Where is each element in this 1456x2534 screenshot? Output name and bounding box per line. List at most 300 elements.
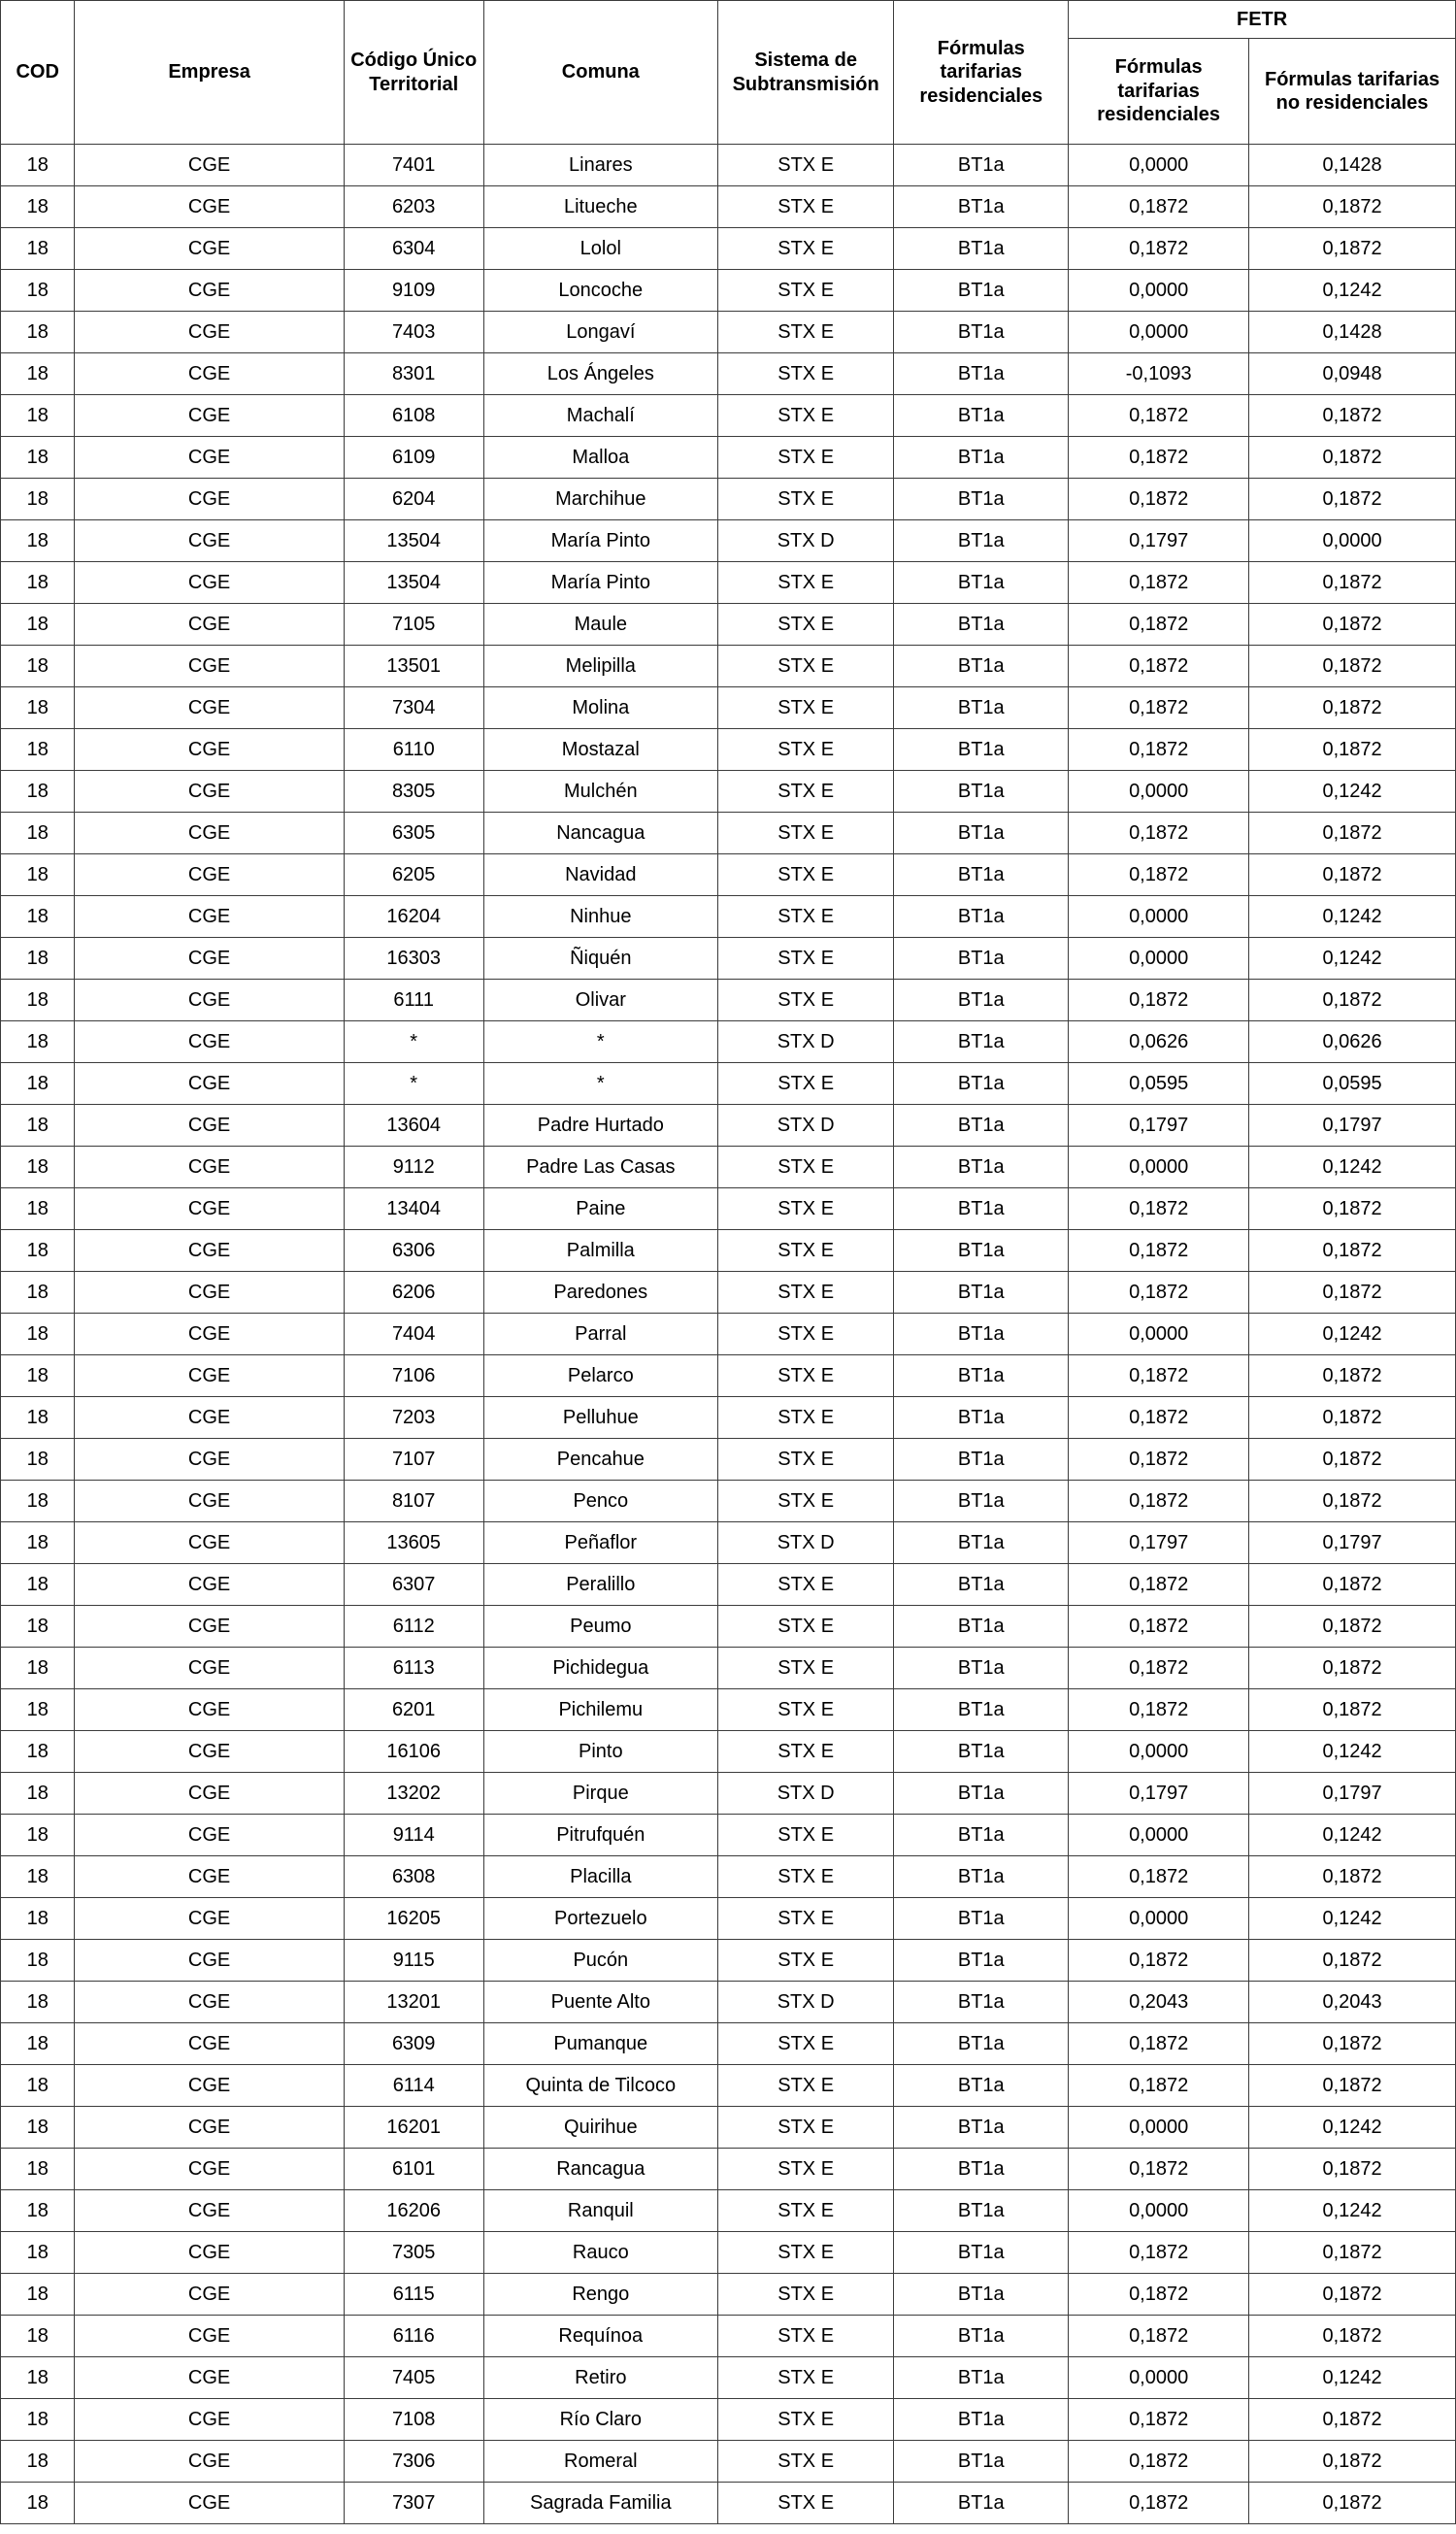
table-cell: CGE xyxy=(75,186,344,228)
table-cell: 6101 xyxy=(344,2149,483,2190)
table-cell: 0,1242 xyxy=(1249,938,1456,980)
table-cell: 6204 xyxy=(344,479,483,520)
table-cell: 18 xyxy=(1,145,75,186)
table-cell: Machalí xyxy=(483,395,717,437)
table-cell: STX E xyxy=(717,604,893,646)
table-cell: * xyxy=(344,1021,483,1063)
table-cell: STX E xyxy=(717,1397,893,1439)
table-cell: 18 xyxy=(1,1021,75,1063)
table-cell: Río Claro xyxy=(483,2399,717,2441)
table-row xyxy=(1,2483,1456,2524)
table-cell: STX E xyxy=(717,1564,893,1606)
table-cell: 0,1797 xyxy=(1249,1773,1456,1815)
table-cell: 0,1872 xyxy=(1069,1355,1249,1397)
table-cell: 0,1872 xyxy=(1069,186,1249,228)
table-cell: STX D xyxy=(717,520,893,562)
table-cell: Linares xyxy=(483,145,717,186)
table-cell: 7401 xyxy=(344,145,483,186)
table-cell: 18 xyxy=(1,1147,75,1188)
table-cell: 18 xyxy=(1,1272,75,1314)
table-cell: BT1a xyxy=(894,2232,1069,2274)
table-cell: 6109 xyxy=(344,437,483,479)
table-cell: 18 xyxy=(1,312,75,353)
table-cell: STX E xyxy=(717,437,893,479)
table-row xyxy=(1,896,1456,938)
table-row xyxy=(1,145,1456,186)
table-cell: STX E xyxy=(717,353,893,395)
table-cell: * xyxy=(344,1063,483,1105)
table-cell: Litueche xyxy=(483,186,717,228)
table-header xyxy=(1,1,1456,145)
table-cell: 0,1242 xyxy=(1249,771,1456,813)
table-cell: BT1a xyxy=(894,1773,1069,1815)
table-cell: CGE xyxy=(75,938,344,980)
table-cell: BT1a xyxy=(894,1606,1069,1648)
table-row xyxy=(1,312,1456,353)
table-cell: STX E xyxy=(717,2232,893,2274)
table-cell: 18 xyxy=(1,2441,75,2483)
table-cell: STX E xyxy=(717,2316,893,2357)
table-cell: 18 xyxy=(1,186,75,228)
table-cell: 18 xyxy=(1,1606,75,1648)
table-cell: 18 xyxy=(1,980,75,1021)
table-cell: 18 xyxy=(1,687,75,729)
table-cell: 7108 xyxy=(344,2399,483,2441)
table-cell: BT1a xyxy=(894,2149,1069,2190)
table-cell: CGE xyxy=(75,2023,344,2065)
table-cell: 0,1872 xyxy=(1249,479,1456,520)
table-cell: Paine xyxy=(483,1188,717,1230)
table-row xyxy=(1,2274,1456,2316)
table-cell: 0,0595 xyxy=(1249,1063,1456,1105)
table-cell: Quinta de Tilcoco xyxy=(483,2065,717,2107)
table-cell: BT1a xyxy=(894,228,1069,270)
table-cell: STX D xyxy=(717,1773,893,1815)
table-cell: BT1a xyxy=(894,1982,1069,2023)
header-formulas-tarifarias-residenciales: Fórmulas tarifarias residenciales xyxy=(894,1,1069,145)
table-cell: BT1a xyxy=(894,1314,1069,1355)
table-cell: 0,0626 xyxy=(1249,1021,1456,1063)
table-cell: 0,1872 xyxy=(1069,1564,1249,1606)
table-cell: BT1a xyxy=(894,395,1069,437)
table-cell: 0,2043 xyxy=(1249,1982,1456,2023)
table-cell: STX E xyxy=(717,854,893,896)
table-cell: 18 xyxy=(1,1773,75,1815)
table-cell: 6305 xyxy=(344,813,483,854)
table-cell: 18 xyxy=(1,938,75,980)
table-row xyxy=(1,646,1456,687)
table-cell: CGE xyxy=(75,1230,344,1272)
table-cell: Pelarco xyxy=(483,1355,717,1397)
table-cell: 0,1872 xyxy=(1249,2483,1456,2524)
table-cell: 0,1872 xyxy=(1249,2232,1456,2274)
table-cell: CGE xyxy=(75,1314,344,1355)
table-cell: Ñiquén xyxy=(483,938,717,980)
table-cell: 0,1797 xyxy=(1249,1105,1456,1147)
table-cell: BT1a xyxy=(894,2483,1069,2524)
table-row xyxy=(1,2357,1456,2399)
table-cell: STX E xyxy=(717,2357,893,2399)
table-cell: 0,1242 xyxy=(1249,2190,1456,2232)
table-cell: CGE xyxy=(75,1731,344,1773)
table-cell: Requínoa xyxy=(483,2316,717,2357)
table-cell: 6108 xyxy=(344,395,483,437)
table-cell: 0,0000 xyxy=(1069,896,1249,938)
table-cell: CGE xyxy=(75,2190,344,2232)
table-cell: Olivar xyxy=(483,980,717,1021)
table-cell: 18 xyxy=(1,1689,75,1731)
table-cell: Pitrufquén xyxy=(483,1815,717,1856)
table-cell: BT1a xyxy=(894,145,1069,186)
table-cell: CGE xyxy=(75,1021,344,1063)
table-cell: 0,1428 xyxy=(1249,312,1456,353)
table-row xyxy=(1,437,1456,479)
table-row xyxy=(1,1272,1456,1314)
table-cell: 6113 xyxy=(344,1648,483,1689)
table-cell: BT1a xyxy=(894,2023,1069,2065)
table-cell: 18 xyxy=(1,1522,75,1564)
table-cell: Palmilla xyxy=(483,1230,717,1272)
table-cell: 0,1872 xyxy=(1249,2316,1456,2357)
table-row xyxy=(1,1188,1456,1230)
table-cell: 18 xyxy=(1,2232,75,2274)
table-cell: Pirque xyxy=(483,1773,717,1815)
table-cell: 0,1872 xyxy=(1249,228,1456,270)
table-cell: 6201 xyxy=(344,1689,483,1731)
table-cell: STX E xyxy=(717,1272,893,1314)
table-cell: BT1a xyxy=(894,2316,1069,2357)
table-cell: Portezuelo xyxy=(483,1898,717,1940)
table-cell: 0,1872 xyxy=(1069,2441,1249,2483)
table-cell: STX E xyxy=(717,938,893,980)
table-row xyxy=(1,854,1456,896)
table-row xyxy=(1,1397,1456,1439)
table-row xyxy=(1,395,1456,437)
table-cell: Pichilemu xyxy=(483,1689,717,1731)
table-cell: 6205 xyxy=(344,854,483,896)
table-cell: CGE xyxy=(75,353,344,395)
table-cell: 6308 xyxy=(344,1856,483,1898)
table-cell: 0,1872 xyxy=(1069,1397,1249,1439)
table-row xyxy=(1,687,1456,729)
table-row xyxy=(1,479,1456,520)
table-cell: BT1a xyxy=(894,1021,1069,1063)
table-cell: STX E xyxy=(717,1355,893,1397)
table-cell: 8107 xyxy=(344,1481,483,1522)
table-cell: 0,1872 xyxy=(1069,2274,1249,2316)
table-cell: -0,1093 xyxy=(1069,353,1249,395)
table-row xyxy=(1,2107,1456,2149)
table-cell: 16106 xyxy=(344,1731,483,1773)
table-cell: BT1a xyxy=(894,2274,1069,2316)
table-cell: CGE xyxy=(75,1982,344,2023)
table-cell: Navidad xyxy=(483,854,717,896)
table-cell: BT1a xyxy=(894,353,1069,395)
table-cell: BT1a xyxy=(894,646,1069,687)
table-cell: CGE xyxy=(75,2316,344,2357)
table-cell: 6112 xyxy=(344,1606,483,1648)
table-cell: 0,1242 xyxy=(1249,1147,1456,1188)
table-cell: 7106 xyxy=(344,1355,483,1397)
table-cell: CGE xyxy=(75,2399,344,2441)
table-cell: STX E xyxy=(717,1314,893,1355)
table-cell: Retiro xyxy=(483,2357,717,2399)
table-cell: Melipilla xyxy=(483,646,717,687)
table-cell: 0,1872 xyxy=(1069,2065,1249,2107)
table-cell: 0,1872 xyxy=(1069,687,1249,729)
header-group-row xyxy=(1,1,1456,39)
table-cell: CGE xyxy=(75,1689,344,1731)
table-cell: 18 xyxy=(1,1314,75,1355)
table-row xyxy=(1,980,1456,1021)
table-cell: CGE xyxy=(75,1940,344,1982)
table-cell: 0,1797 xyxy=(1069,1773,1249,1815)
table-cell: 0,1872 xyxy=(1069,604,1249,646)
table-cell: Paredones xyxy=(483,1272,717,1314)
table-cell: STX E xyxy=(717,228,893,270)
table-row xyxy=(1,228,1456,270)
table-cell: BT1a xyxy=(894,1856,1069,1898)
table-cell: 18 xyxy=(1,1731,75,1773)
table-cell: Quirihue xyxy=(483,2107,717,2149)
table-cell: BT1a xyxy=(894,1898,1069,1940)
table-cell: 0,1797 xyxy=(1069,520,1249,562)
table-cell: 0,1242 xyxy=(1249,1314,1456,1355)
table-row xyxy=(1,1856,1456,1898)
table-cell: 18 xyxy=(1,2065,75,2107)
table-cell: BT1a xyxy=(894,1147,1069,1188)
table-cell: CGE xyxy=(75,2441,344,2483)
table-cell: Lolol xyxy=(483,228,717,270)
table-cell: 0,0626 xyxy=(1069,1021,1249,1063)
table-cell: BT1a xyxy=(894,186,1069,228)
table-cell: 18 xyxy=(1,1982,75,2023)
table-cell: STX E xyxy=(717,2065,893,2107)
table-row xyxy=(1,1898,1456,1940)
table-cell: STX E xyxy=(717,1188,893,1230)
table-row xyxy=(1,1773,1456,1815)
table-cell: 0,1242 xyxy=(1249,2107,1456,2149)
table-cell: 18 xyxy=(1,395,75,437)
table-cell: Rengo xyxy=(483,2274,717,2316)
table-cell: Marchihue xyxy=(483,479,717,520)
table-cell: Puente Alto xyxy=(483,1982,717,2023)
table-cell: CGE xyxy=(75,2232,344,2274)
table-cell: BT1a xyxy=(894,1648,1069,1689)
table-cell: 6206 xyxy=(344,1272,483,1314)
table-row xyxy=(1,2232,1456,2274)
table-cell: 18 xyxy=(1,479,75,520)
table-cell: Placilla xyxy=(483,1856,717,1898)
table-row xyxy=(1,813,1456,854)
table-cell: STX E xyxy=(717,2107,893,2149)
table-cell: 0,0000 xyxy=(1069,270,1249,312)
table-cell: Peumo xyxy=(483,1606,717,1648)
table-cell: Ninhue xyxy=(483,896,717,938)
table-cell: 0,0000 xyxy=(1069,1731,1249,1773)
table-cell: 0,1872 xyxy=(1069,1689,1249,1731)
table-cell: 0,1872 xyxy=(1069,813,1249,854)
table-cell: CGE xyxy=(75,479,344,520)
table-row xyxy=(1,2065,1456,2107)
table-cell: 0,1872 xyxy=(1069,1940,1249,1982)
table-cell: STX E xyxy=(717,896,893,938)
table-row xyxy=(1,1105,1456,1147)
table-cell: STX E xyxy=(717,687,893,729)
table-row xyxy=(1,270,1456,312)
table-cell: STX E xyxy=(717,2190,893,2232)
table-cell: BT1a xyxy=(894,1522,1069,1564)
table-row xyxy=(1,1481,1456,1522)
table-row xyxy=(1,353,1456,395)
table-cell: BT1a xyxy=(894,1564,1069,1606)
table-cell: Longaví xyxy=(483,312,717,353)
table-cell: 0,1872 xyxy=(1249,2399,1456,2441)
table-cell: 0,1428 xyxy=(1249,145,1456,186)
table-cell: 18 xyxy=(1,2149,75,2190)
table-cell: CGE xyxy=(75,1272,344,1314)
table-cell: 9114 xyxy=(344,1815,483,1856)
table-row xyxy=(1,2023,1456,2065)
table-cell: 0,1872 xyxy=(1069,1648,1249,1689)
table-cell: STX D xyxy=(717,1522,893,1564)
table-cell: Molina xyxy=(483,687,717,729)
header-fetr-no-residenciales: Fórmulas tarifarias no residenciales xyxy=(1249,39,1456,145)
table-cell: Peñaflor xyxy=(483,1522,717,1564)
table-cell: BT1a xyxy=(894,980,1069,1021)
table-row xyxy=(1,186,1456,228)
table-cell: Mostazal xyxy=(483,729,717,771)
table-cell: Sagrada Familia xyxy=(483,2483,717,2524)
table-cell: 0,1242 xyxy=(1249,1815,1456,1856)
table-cell: STX E xyxy=(717,186,893,228)
table-cell: BT1a xyxy=(894,479,1069,520)
table-cell: STX D xyxy=(717,1105,893,1147)
table-row xyxy=(1,1940,1456,1982)
table-cell: CGE xyxy=(75,2065,344,2107)
table-cell: BT1a xyxy=(894,2065,1069,2107)
table-cell: BT1a xyxy=(894,854,1069,896)
table-cell: BT1a xyxy=(894,896,1069,938)
table-cell: 0,1872 xyxy=(1249,729,1456,771)
table-cell: 18 xyxy=(1,520,75,562)
table-cell: CGE xyxy=(75,1773,344,1815)
table-cell: 0,1242 xyxy=(1249,2357,1456,2399)
table-cell: 0,0000 xyxy=(1069,2357,1249,2399)
table-cell: Ranquil xyxy=(483,2190,717,2232)
table-cell: 18 xyxy=(1,1397,75,1439)
table-row xyxy=(1,1648,1456,1689)
table-cell: 6304 xyxy=(344,228,483,270)
table-cell: CGE xyxy=(75,1856,344,1898)
table-cell: 0,1872 xyxy=(1069,729,1249,771)
table-cell: 0,1872 xyxy=(1249,1397,1456,1439)
table-cell: STX E xyxy=(717,1063,893,1105)
table-cell: BT1a xyxy=(894,2190,1069,2232)
header-comuna: Comuna xyxy=(483,1,717,145)
table-cell: Pichidegua xyxy=(483,1648,717,1689)
table-cell: 0,1872 xyxy=(1249,687,1456,729)
header-fetr-residenciales: Fórmulas tarifarias residenciales xyxy=(1069,39,1249,145)
table-cell: 0,1872 xyxy=(1069,562,1249,604)
table-row xyxy=(1,520,1456,562)
table-cell: CGE xyxy=(75,2149,344,2190)
table-cell: 6306 xyxy=(344,1230,483,1272)
table-cell: CGE xyxy=(75,228,344,270)
table-cell: 7203 xyxy=(344,1397,483,1439)
table-cell: 0,0000 xyxy=(1069,312,1249,353)
table-cell: STX E xyxy=(717,1481,893,1522)
table-cell: 13404 xyxy=(344,1188,483,1230)
table-cell: 0,1872 xyxy=(1249,1940,1456,1982)
table-row xyxy=(1,1564,1456,1606)
table-cell: CGE xyxy=(75,729,344,771)
table-cell: María Pinto xyxy=(483,562,717,604)
table-cell: 0,1242 xyxy=(1249,896,1456,938)
table-cell: 18 xyxy=(1,2316,75,2357)
table-cell: CGE xyxy=(75,896,344,938)
table-cell: 18 xyxy=(1,2357,75,2399)
table-cell: 18 xyxy=(1,353,75,395)
table-cell: 18 xyxy=(1,562,75,604)
table-cell: 9109 xyxy=(344,270,483,312)
table-cell: 0,1242 xyxy=(1249,1898,1456,1940)
table-cell: BT1a xyxy=(894,604,1069,646)
table-cell: 7405 xyxy=(344,2357,483,2399)
table-cell: Penco xyxy=(483,1481,717,1522)
table-cell: 0,0000 xyxy=(1069,1898,1249,1940)
table-cell: Padre Las Casas xyxy=(483,1147,717,1188)
table-cell: 9115 xyxy=(344,1940,483,1982)
table-cell: BT1a xyxy=(894,1940,1069,1982)
table-cell: 0,1872 xyxy=(1069,646,1249,687)
table-cell: 16303 xyxy=(344,938,483,980)
table-cell: STX E xyxy=(717,729,893,771)
table-cell: 6203 xyxy=(344,186,483,228)
table-cell: 9112 xyxy=(344,1147,483,1188)
table-cell: STX E xyxy=(717,2483,893,2524)
table-cell: Rauco xyxy=(483,2232,717,2274)
table-cell: 8305 xyxy=(344,771,483,813)
table-cell: 0,1872 xyxy=(1249,395,1456,437)
table-cell: 0,1872 xyxy=(1249,1564,1456,1606)
table-cell: CGE xyxy=(75,1063,344,1105)
table-cell: 0,1872 xyxy=(1069,2232,1249,2274)
table-cell: CGE xyxy=(75,1397,344,1439)
table-cell: STX E xyxy=(717,1940,893,1982)
table-cell: 18 xyxy=(1,646,75,687)
table-cell: STX E xyxy=(717,1147,893,1188)
table-cell: * xyxy=(483,1021,717,1063)
table-cell: STX E xyxy=(717,771,893,813)
table-row xyxy=(1,771,1456,813)
table-cell: 18 xyxy=(1,896,75,938)
table-cell: 0,1872 xyxy=(1249,437,1456,479)
table-cell: 0,1872 xyxy=(1069,1272,1249,1314)
table-cell: 18 xyxy=(1,2274,75,2316)
table-cell: CGE xyxy=(75,1564,344,1606)
table-cell: 0,1872 xyxy=(1249,2149,1456,2190)
table-row xyxy=(1,1606,1456,1648)
table-cell: STX E xyxy=(717,2023,893,2065)
table-cell: BT1a xyxy=(894,938,1069,980)
table-cell: BT1a xyxy=(894,312,1069,353)
table-cell: 0,1242 xyxy=(1249,1731,1456,1773)
table-cell: CGE xyxy=(75,1439,344,1481)
table-cell: STX E xyxy=(717,145,893,186)
table-cell: CGE xyxy=(75,1648,344,1689)
table-cell: CGE xyxy=(75,1606,344,1648)
